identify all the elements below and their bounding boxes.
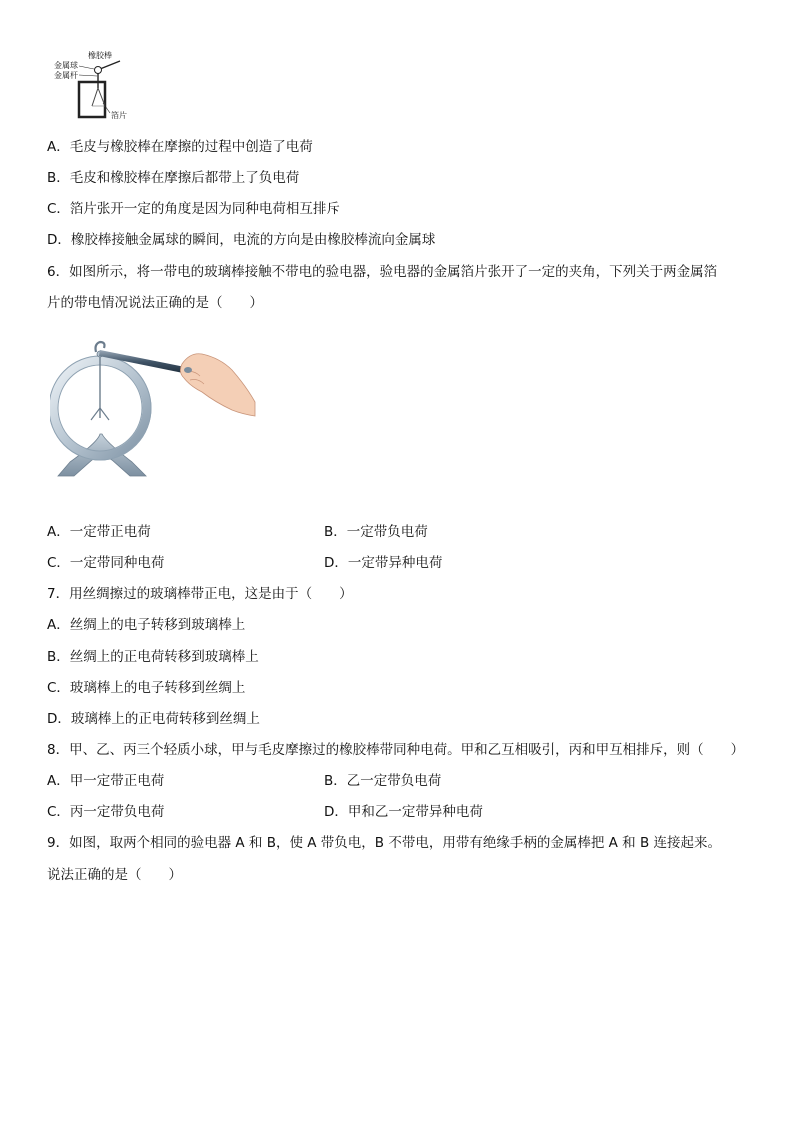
q7-option-b: B．丝绸上的正电荷转移到玻璃棒上 (47, 649, 259, 665)
q7-stem: 7．用丝绸擦过的玻璃棒带正电，这是由于（ ） (47, 586, 353, 602)
q5-option-b: B．毛皮和橡胶棒在摩擦后都带上了负电荷 (47, 170, 300, 186)
q9-stem-line-1: 9．如图，取两个相同的验电器 A 和 B，使 A 带负电，B 不带电，用带有绝缘手柄的金属棒把 A 和 B 连接起来。 (47, 835, 721, 851)
electroscope-diagram-2 (50, 330, 260, 480)
q7-option-c: C．玻璃棒上的电子转移到丝绸上 (47, 680, 246, 696)
label-foil: 箔片 (111, 111, 127, 120)
q6-option-c: C．一定带同种电荷 (47, 555, 165, 571)
q8-option-c: C．丙一定带负电荷 (47, 804, 165, 820)
label-metal-stem: 金属杆 (54, 71, 78, 80)
q8-option-a: A．甲一定带正电荷 (47, 773, 165, 789)
q7-option-a: A．丝绸上的电子转移到玻璃棒上 (47, 617, 246, 633)
q5-option-d: D．橡胶棒接触金属球的瞬间，电流的方向是由橡胶棒流向金属球 (47, 232, 436, 248)
q6-stem-line-1: 6．如图所示，将一带电的玻璃棒接触不带电的验电器，验电器的金属箔片张开了一定的夹角，下列关于两金属箔 (47, 264, 718, 280)
label-rubber-rod: 橡胶棒 (88, 51, 112, 60)
q6-option-b: B．一定带负电荷 (324, 524, 428, 540)
electroscope-figure-2 (50, 330, 260, 480)
q8-stem: 8．甲、乙、丙三个轻质小球，甲与毛皮摩擦过的橡胶棒带同种电荷。甲和乙互相吸引，丙和甲互相排斥，则（ ） (47, 742, 745, 758)
q8-option-b: B．乙一定带负电荷 (324, 773, 442, 789)
q8-option-d: D．甲和乙一定带异种电荷 (324, 804, 483, 820)
q6-option-d: D．一定带异种电荷 (324, 555, 443, 571)
q9-stem-line-2: 说法正确的是（ ） (47, 867, 182, 883)
q6-stem-line-2: 片的带电情况说法正确的是（ ） (47, 295, 263, 311)
q5-option-a: A．毛皮与橡胶棒在摩擦的过程中创造了电荷 (47, 139, 313, 155)
label-metal-ball: 金属球 (54, 61, 78, 70)
q6-option-a: A．一定带正电荷 (47, 524, 151, 540)
q5-option-c: C．箔片张开一定的角度是因为同种电荷相互排斥 (47, 201, 340, 217)
q7-option-d: D．玻璃棒上的正电荷转移到丝绸上 (47, 711, 260, 727)
electroscope-figure-1 (50, 48, 140, 123)
